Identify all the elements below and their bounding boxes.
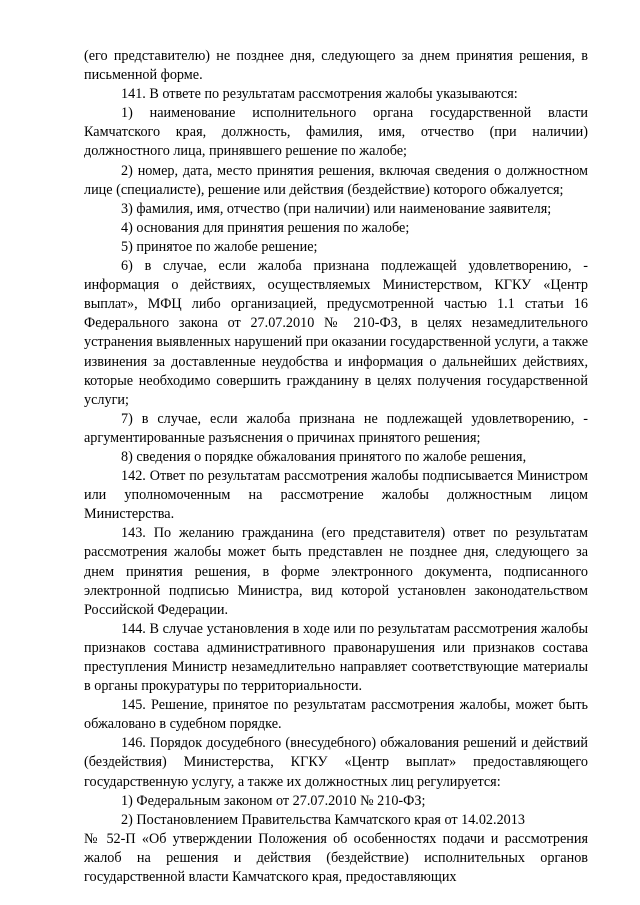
paragraph-resolution-continuation: № 52-П «Об утверждении Положения об особенностях подачи и рассмотрения жалоб на решения и действия (бездействие) исполнительных органов государственной власти Камчатского края, предоставляющих xyxy=(84,830,588,886)
paragraph-continuation: (его представителю) не позднее дня, следующего за днем принятия решения, в письменной форме. xyxy=(84,48,588,84)
list-item-141-5: 5) принятое по жалобе решение; xyxy=(121,238,318,255)
list-item-141-7: 7) в случае, если жалоба признана не подлежащей удовлетворению, - аргументированные разъяснения о причинах принятого решения; xyxy=(84,410,588,446)
paragraph-145: 145. Решение, принятое по результатам рассмотрения жалобы, может быть обжаловано в судебном порядке. xyxy=(84,697,588,733)
list-item-141-6: 6) в случае, если жалоба признана подлежащей удовлетворению, - информация о действиях, осуществляемых Министерством, КГКУ «Центр выплат», МФЦ либо организацией, предусмотренной частью 1.1 статьи 16 Федерального закона от 27.07.2010 № 210-ФЗ, в целях незамедлительного устранения выявленных нарушений при оказании государственной услуги, а также извинения за доставленные неудобства и информация о дальнейших действиях, которые необходимо совершить гражданину в целях получения государственной услуги; xyxy=(84,258,588,408)
paragraph-142: 142. Ответ по результатам рассмотрения жалобы подписывается Министром или уполномоченным на рассмотрение жалобы должностным лицом Министерства. xyxy=(84,468,588,523)
list-item-146-2: 2) Постановлением Правительства Камчатского края от 14.02.2013 xyxy=(121,811,525,828)
list-item-141-2: 2) номер, дата, место принятия решения, включая сведения о должностном лице (специалисте), решение или действия (бездействие) которого обжалуется; xyxy=(84,162,588,198)
list-item-141-4: 4) основания для принятия решения по жалобе; xyxy=(121,219,410,236)
list-item-141-8: 8) сведения о порядке обжалования принятого по жалобе решения, xyxy=(121,448,527,465)
list-item-146-1: 1) Федеральным законом от 27.07.2010 № 210-ФЗ; xyxy=(121,792,426,809)
paragraph-146: 146. Порядок досудебного (внесудебного) обжалования решений и действий (бездействия) Министерства, КГКУ «Центр выплат» предоставляющего государственную услугу, а также их должностных лиц регулируется: xyxy=(84,735,588,790)
paragraph-144: 144. В случае установления в ходе или по результатам рассмотрения жалобы признаков состава административного правонарушения или признаков состава преступления Министр незамедлительно направляет соответствующие материалы в органы прокуратуры по территориальности. xyxy=(84,620,588,695)
paragraph-143: 143. По желанию гражданина (его представителя) ответ по результатам рассмотрения жалобы может быть представлен не позднее дня, следующего за днем принятия решения, в форме электронного документа, подписанного электронной подписью Министра, вид которой установлен законодательством Российской Федерации. xyxy=(84,525,588,618)
list-item-141-1: 1) наименование исполнительного органа государственной власти Камчатского края, должность, фамилия, имя, отчество (при наличии) должностного лица, принявшего решение по жалобе; xyxy=(84,105,588,160)
list-item-141-3: 3) фамилия, имя, отчество (при наличии) или наименование заявителя; xyxy=(121,200,552,217)
paragraph-141: 141. В ответе по результатам рассмотрения жалобы указываются: xyxy=(121,86,518,103)
